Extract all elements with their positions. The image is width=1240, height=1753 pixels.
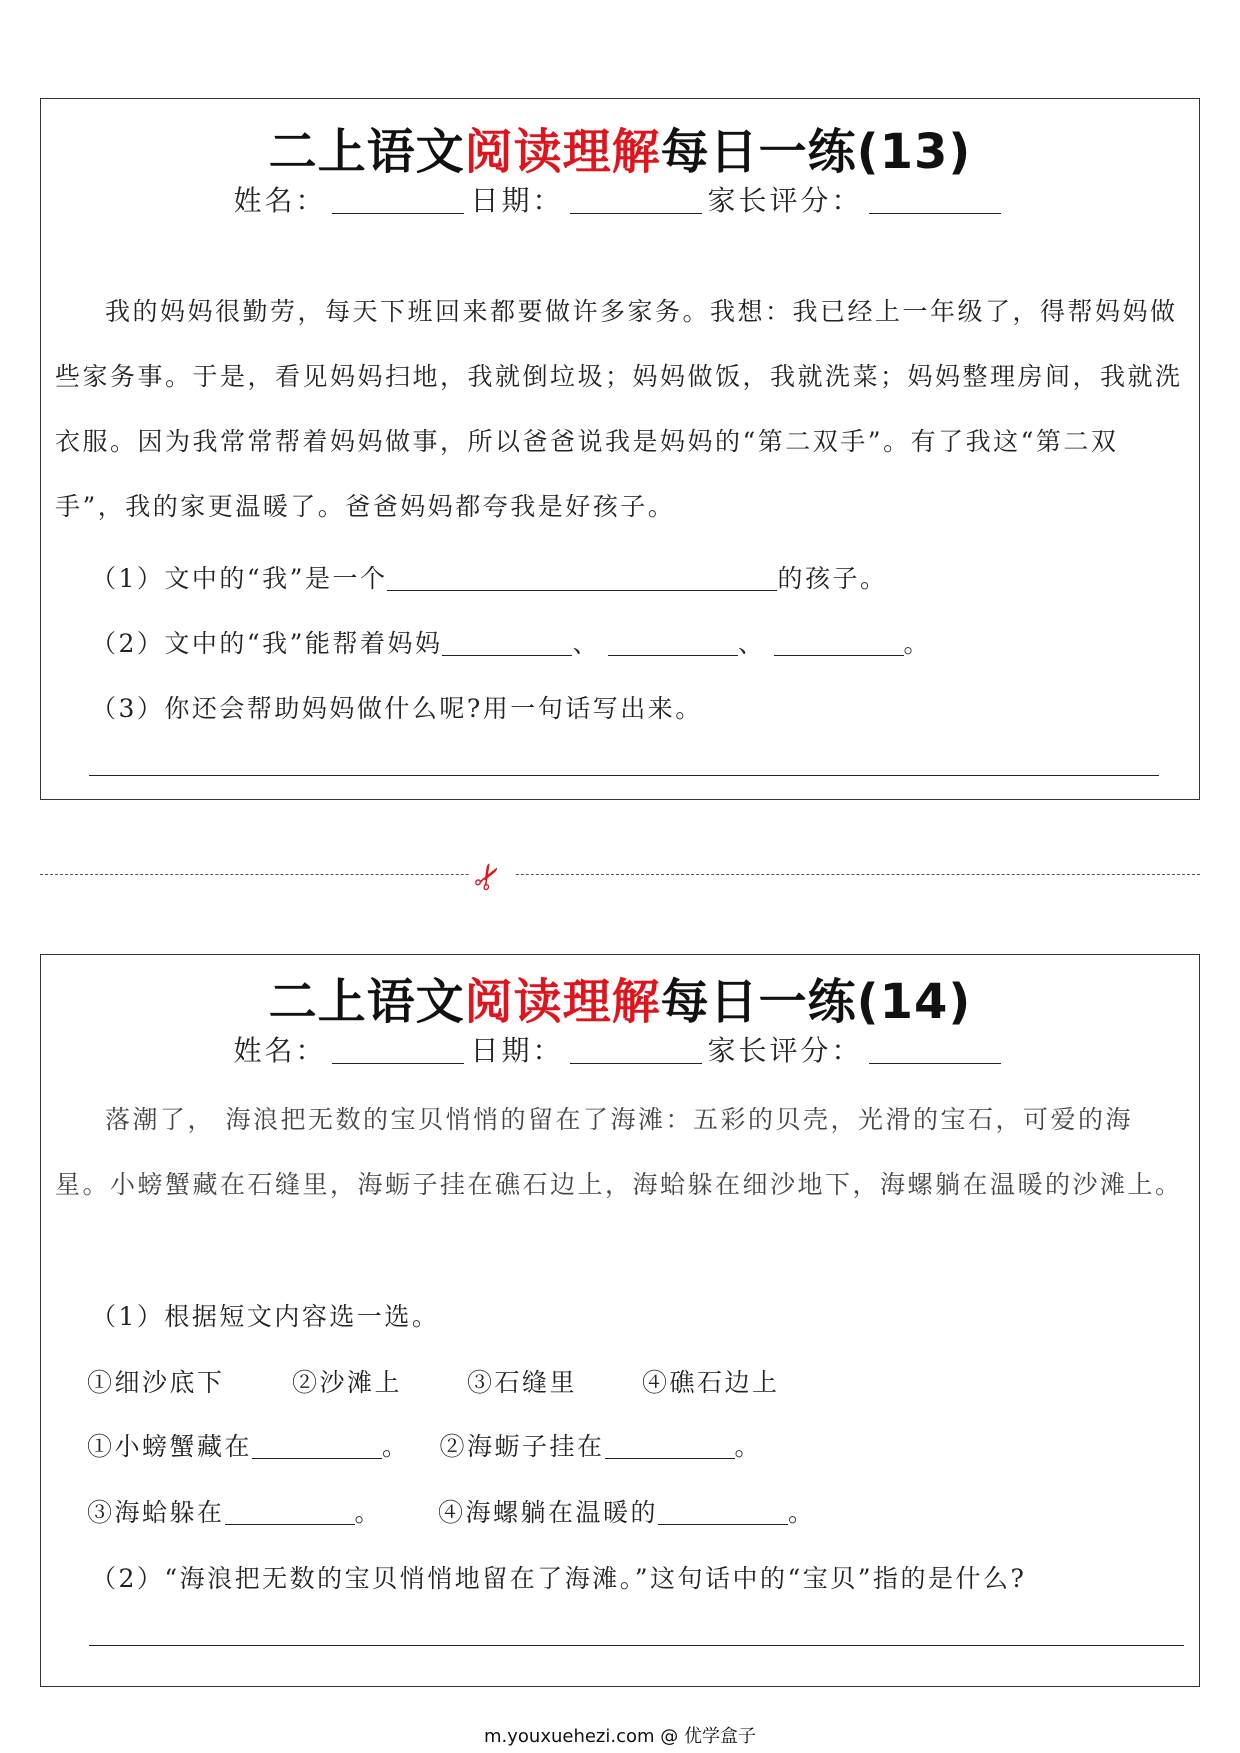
answer-blank[interactable] bbox=[658, 1498, 788, 1525]
title-part: 二上语文 bbox=[268, 974, 465, 1030]
score-label: 家长评分： bbox=[707, 1034, 863, 1067]
date-label: 日期： bbox=[470, 1034, 564, 1067]
title-part: 每日一练(13) bbox=[660, 124, 972, 180]
answer-blank[interactable] bbox=[252, 1432, 382, 1459]
worksheet-14 bbox=[40, 954, 1200, 1687]
question-1: （1）根据短文内容选一选。 bbox=[91, 1302, 440, 1331]
date-blank[interactable] bbox=[570, 1035, 702, 1064]
answer-blank[interactable] bbox=[605, 1432, 735, 1459]
separator: 、 bbox=[737, 629, 766, 658]
question-3: （3）你还会帮助妈妈做什么呢?用一句话写出来。 bbox=[91, 694, 703, 723]
separator: 。 bbox=[354, 1498, 383, 1527]
title-highlight: 阅读理解 bbox=[464, 974, 661, 1030]
scissors-icon: ✂ bbox=[463, 851, 518, 906]
separator: 。 bbox=[382, 1432, 410, 1461]
answer-blank[interactable] bbox=[608, 629, 738, 656]
fill-row-2 bbox=[87, 1493, 816, 1529]
score-blank[interactable] bbox=[869, 1035, 1001, 1064]
date-blank[interactable] bbox=[570, 185, 702, 214]
passage: 我的妈妈很勤劳，每天下班回来都要做许多家务。我想：我已经上一年级了，得帮妈妈做些家务事。于是，看见妈妈扫地，我就倒垃圾；妈妈做饭，我就洗菜；妈妈整理房间，我就洗衣服。因为我常常帮着妈妈做事，所以爸爸说我是妈妈的“第二双手”。有了我这“第二双手”，我的家更温暖了。爸爸妈妈都夸我是好孩子。 bbox=[55, 297, 1183, 521]
title-part: 每日一练(14) bbox=[660, 974, 972, 1030]
date-label: 日期： bbox=[470, 184, 564, 217]
question-2 bbox=[91, 624, 931, 660]
separator: 。 bbox=[788, 1498, 816, 1527]
question-text: （2）文中的“我”能帮着妈妈 bbox=[91, 629, 443, 658]
worksheet-13 bbox=[40, 98, 1200, 800]
name-label: 姓名： bbox=[233, 184, 327, 217]
option-1[interactable]: ①细沙底下 bbox=[87, 1368, 225, 1397]
cut-line bbox=[40, 874, 1200, 875]
answer-blank[interactable] bbox=[442, 629, 572, 656]
score-blank[interactable] bbox=[869, 185, 1001, 214]
info-row bbox=[41, 179, 1199, 219]
fill-text: ③海蛤躲在 bbox=[87, 1498, 225, 1527]
question-text: 的孩子。 bbox=[777, 564, 888, 593]
fill-text: ②海蛎子挂在 bbox=[439, 1432, 605, 1461]
question-text: （1）文中的“我”是一个 bbox=[91, 564, 388, 593]
answer-blank[interactable] bbox=[387, 564, 777, 591]
name-blank[interactable] bbox=[332, 1035, 464, 1064]
answer-blank[interactable] bbox=[774, 629, 904, 656]
question-1 bbox=[91, 559, 887, 595]
page-title bbox=[41, 113, 1199, 182]
answer-blank[interactable] bbox=[225, 1498, 355, 1525]
separator: 。 bbox=[903, 629, 932, 658]
option-4[interactable]: ④礁石边上 bbox=[642, 1368, 780, 1397]
option-3[interactable]: ③石缝里 bbox=[467, 1368, 578, 1397]
footer-watermark: m.youxuehezi.com @ 优学盒子 bbox=[483, 1726, 756, 1747]
options-row bbox=[87, 1363, 780, 1399]
title-highlight: 阅读理解 bbox=[464, 124, 661, 180]
answer-line[interactable] bbox=[89, 1645, 1184, 1646]
option-2[interactable]: ②沙滩上 bbox=[292, 1368, 403, 1397]
title-part: 二上语文 bbox=[268, 124, 465, 180]
separator: 。 bbox=[734, 1432, 763, 1461]
page-title bbox=[41, 963, 1199, 1032]
question-2: （2）“海浪把无数的宝贝悄悄地留在了海滩。”这句话中的“宝贝”指的是什么? bbox=[91, 1564, 1027, 1593]
info-row bbox=[41, 1029, 1199, 1069]
answer-line[interactable] bbox=[89, 775, 1159, 776]
fill-row-1 bbox=[87, 1427, 762, 1463]
passage: 落潮了， 海浪把无数的宝贝悄悄的留在了海滩：五彩的贝壳，光滑的宝石，可爱的海星。小螃蟹藏在石缝里，海蛎子挂在礁石边上，海蛤躲在细沙地下，海螺躺在温暖的沙滩上。 bbox=[55, 1105, 1183, 1199]
fill-text: ①小螃蟹藏在 bbox=[87, 1432, 253, 1461]
score-label: 家长评分： bbox=[707, 184, 863, 217]
separator: 、 bbox=[572, 629, 600, 658]
name-label: 姓名： bbox=[233, 1034, 327, 1067]
fill-text: ④海螺躺在温暖的 bbox=[438, 1498, 659, 1527]
name-blank[interactable] bbox=[332, 185, 464, 214]
